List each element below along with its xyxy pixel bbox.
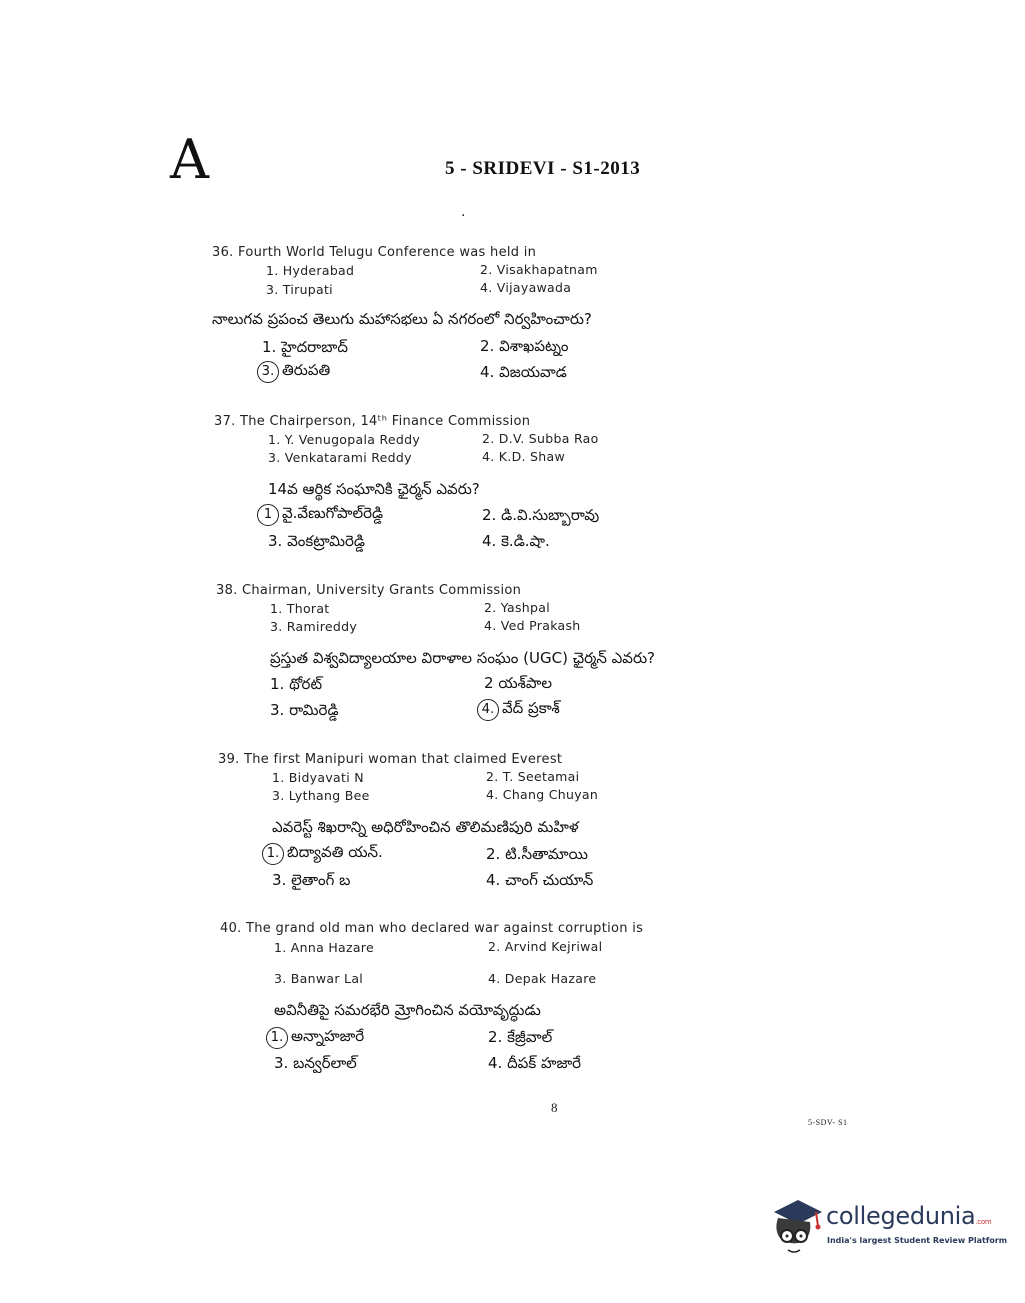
q37-telugu-option-4: 4. కె.డి.షా. — [482, 532, 550, 550]
q36-telugu-option-4: 4. విజయవాడ — [480, 363, 567, 381]
q38-telugu-option-4: 4. వేద్ ప్రకాశ్ — [477, 699, 560, 721]
q37-option-4: 4. K.D. Shaw — [482, 449, 565, 464]
q37-option-2: 2. D.V. Subba Rao — [482, 431, 599, 446]
q39-telugu-option-1: 1. బిద్యావతి యన్. — [262, 843, 383, 865]
q38-option-2: 2. Yashpal — [484, 600, 550, 615]
logo-wordmark: collegedunia.com — [826, 1202, 992, 1230]
q40-option-2: 2. Arvind Kejriwal — [488, 939, 603, 954]
q39-telugu-question: ఎవరెస్ట్ శిఖరాన్ని అధిరోహించిన తొలిమణిపురి మహిళ — [272, 818, 579, 836]
q36-telugu-option-2: 2. విశాఖపట్నం — [480, 337, 569, 355]
q39-telugu-option-3: 3. లైతాంగ్ బ — [272, 871, 351, 889]
question-39-text: 39. The first Manipuri woman that claimed Everest — [218, 752, 563, 767]
circled-answer-mark: 1. — [266, 1027, 288, 1049]
q38-option-1: 1. Thorat — [270, 601, 330, 616]
q37-option-3: 3. Venkatarami Reddy — [268, 450, 412, 465]
question-40-text: 40. The grand old man who declared war against corruption is — [220, 921, 644, 936]
q37-telugu-question: 14వ ఆర్థిక సంఘానికి ఛైర్మన్ ఎవరు? — [268, 480, 480, 498]
scan-mark: · — [461, 208, 466, 224]
page-number: 8 — [551, 1100, 558, 1115]
page-title: 5 - SRIDEVI - S1-2013 — [445, 158, 641, 179]
collegedunia-logo[interactable] — [768, 1196, 1008, 1256]
q37-telugu-option-2: 2. డి.వి.సుబ్బారావు — [482, 506, 600, 524]
circled-answer-mark: 1. — [262, 843, 284, 865]
logo-tagline: India's largest Student Review Platform — [827, 1236, 1008, 1245]
q38-telugu-question: ప్రస్తుత విశ్వవిద్యాలయాల విరాళాల సంఘం (UGC) ఛైర్మన్ ఎవరు? — [270, 649, 656, 667]
q38-option-3: 3. Ramireddy — [270, 619, 358, 634]
set-letter: A — [170, 128, 209, 191]
q40-option-3: 3. Banwar Lal — [274, 971, 364, 986]
q36-option-4: 4. Vijayawada — [480, 280, 572, 295]
q39-option-4: 4. Chang Chuyan — [486, 787, 599, 802]
q36-telugu-question: నాలుగవ ప్రపంచ తెలుగు మహాసభలు ఏ నగరంలో నిర్వహించారు? — [212, 310, 592, 328]
q38-telugu-option-3: 3. రామిరెడ్డి — [270, 701, 339, 719]
q40-telugu-question: అవినీతిపై సమరభేరి మ్రోగించిన వయోవృద్ధుడు — [274, 1001, 541, 1019]
q40-telugu-option-2: 2. కేజ్రీవాల్ — [488, 1028, 553, 1046]
q40-telugu-option-4: 4. దీపక్ హజారే — [488, 1054, 582, 1072]
q40-telugu-option-3: 3. బన్వర్‌లాల్ — [274, 1054, 357, 1072]
circled-answer-mark: 3. — [257, 361, 279, 383]
q38-telugu-option-2: 2 యశ్‌పాల — [484, 674, 552, 692]
question-38-text: 38. Chairman, University Grants Commission — [216, 583, 522, 598]
q39-telugu-option-4: 4. చాంగ్ చుయాన్ — [486, 871, 594, 889]
q37-telugu-option-3: 3. వెంకట్రామిరెడ్డి — [268, 532, 365, 550]
q39-telugu-option-2: 2. టి.సీతామాయి — [486, 845, 588, 863]
q36-option-1: 1. Hyderabad — [266, 263, 355, 278]
q40-option-4: 4. Depak Hazare — [488, 971, 597, 986]
q39-option-1: 1. Bidyavati N — [272, 770, 364, 785]
q36-option-2: 2. Visakhapatnam — [480, 262, 598, 277]
question-37-text: 37. The Chairperson, 14ᵗʰ Finance Commission — [214, 414, 531, 429]
q38-option-4: 4. Ved Prakash — [484, 618, 581, 633]
q36-telugu-option-3: 3. తిరుపతి — [257, 361, 330, 383]
mascot-icon — [768, 1196, 826, 1258]
q39-option-2: 2. T. Seetamai — [486, 769, 580, 784]
footer-code: 5-SDV- S1 — [808, 1118, 848, 1127]
q38-telugu-option-1: 1. థోరట్ — [270, 675, 323, 693]
circled-answer-mark: 1 — [257, 504, 279, 526]
q37-option-1: 1. Y. Venugopala Reddy — [268, 432, 421, 447]
q36-option-3: 3. Tirupati — [266, 282, 333, 297]
q40-telugu-option-1: 1. అన్నాహజారే — [266, 1027, 364, 1049]
q37-telugu-option-1: 1 వై.వేణుగోపాల్‌రెడ్డి — [257, 504, 383, 526]
q36-telugu-option-1: 1. హైదరాబాద్ — [262, 338, 348, 356]
question-36-text: 36. Fourth World Telugu Conference was held in — [212, 245, 537, 260]
q39-option-3: 3. Lythang Bee — [272, 788, 370, 803]
q40-option-1: 1. Anna Hazare — [274, 940, 374, 955]
circled-answer-mark: 4. — [477, 699, 499, 721]
